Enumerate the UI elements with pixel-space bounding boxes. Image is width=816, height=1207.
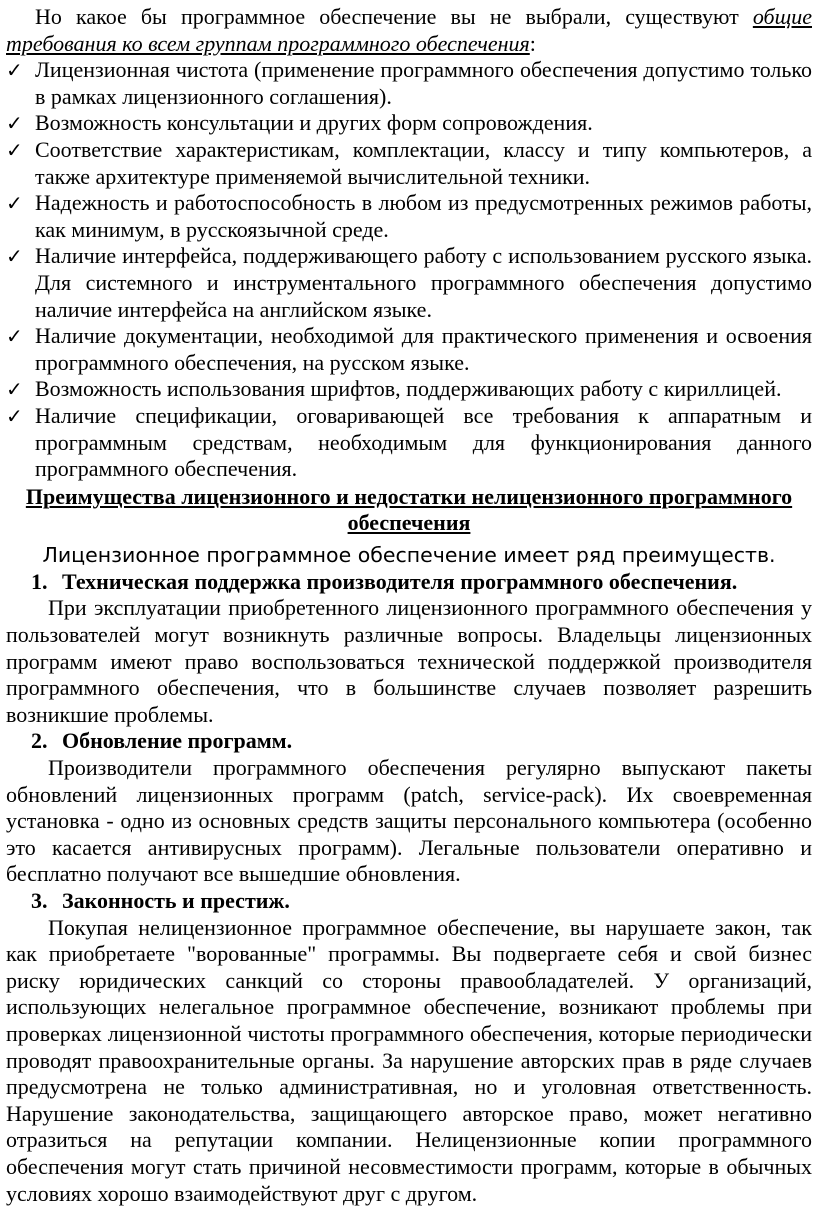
intro-paragraph xyxy=(6,0,812,57)
checkmark-icon: ✓ xyxy=(6,137,23,162)
section-title: Преимущества лицензионного и недостатки нелицензионного программного обеспечения xyxy=(25,483,793,536)
advantage-number: 1. xyxy=(31,568,48,594)
advantage-number: 2. xyxy=(31,728,48,754)
checkmark-icon: ✓ xyxy=(6,58,23,83)
list-item xyxy=(6,110,812,137)
checkmark-icon: ✓ xyxy=(6,403,23,428)
list-item xyxy=(6,57,812,110)
list-item-text: Надежность и работоспособность в любом из предусмотренных режимов работы, как минимум, в русскоязычной среде. xyxy=(35,190,812,242)
list-item-text: Наличие спецификации, оговаривающей все требования к аппаратным и программным средствам, необходимым для функционирования данного программного обеспечения. xyxy=(35,402,812,482)
list-item-text: Наличие документации, необходимой для практического применения и освоения программного обеспечения, на русском языке. xyxy=(35,323,812,375)
section-subtitle: Лицензионное программное обеспечение имеет ряд преимуществ. xyxy=(42,542,776,567)
list-item-text: Возможность использования шрифтов, поддерживающих работу с кириллицей. xyxy=(35,376,782,402)
list-item xyxy=(6,376,812,403)
advantage-heading xyxy=(6,569,812,596)
list-item xyxy=(6,243,812,323)
advantage-paragraph: При эксплуатации приобретенного лицензионного программного обеспечения у пользователей могут возникнуть различные вопросы. Владельцы лицензионных программ имеют право воспользоваться технической поддержкой производителя программного обеспечения, что в большинстве случаев позволяет разрешить возникшие проблемы. xyxy=(6,595,812,727)
advantage-number: 3. xyxy=(31,888,48,913)
advantage-title: Обновление программ. xyxy=(62,728,293,754)
checkmark-icon: ✓ xyxy=(6,377,23,402)
advantage-paragraph: Покупая нелицензионное программное обеспечение, вы нарушаете закон, так как приобретаете "ворованные" программы. Вы подвергаете себя и свой бизнес риску юридических санкций со стороны правообладателей. У организаций, использующих нелегальное программное обеспечение, возникают проблемы при проверках лицензионной чистоты программного обеспечения, которые периодически проводят правоохранительные органы. За нарушение авторских прав в ряде случаев предусмотрена не только административная, но и уголовная ответственность. Нарушение законодательства, защищающего авторское право, может негативно отразиться на репутации компании. Нелицензионные копии программного обеспечения могут стать причиной несовместимости программ, которые в обычных условиях хорошо взаимодействуют друг с другом. xyxy=(6,914,812,1206)
checkmark-icon: ✓ xyxy=(6,324,23,349)
list-item xyxy=(6,190,812,243)
list-item xyxy=(6,137,812,190)
advantage-heading xyxy=(6,888,812,915)
advantage-heading xyxy=(6,728,812,755)
checkmark-icon: ✓ xyxy=(6,244,23,269)
list-item xyxy=(6,323,812,376)
list-item-text: Возможность консультации и других форм сопровождения. xyxy=(35,110,593,136)
requirements-list xyxy=(6,57,812,483)
advantage-paragraph: Производители программного обеспечения регулярно выпускают пакеты обновлений лицензионных программ (patch, service-pack). Их своевременная установка - одно из основных средств защиты персонального компьютера (особенно это касается антивирусных программ). Легальные пользователи оперативно и бесплатно получают все вышедшие обновления. xyxy=(6,755,812,887)
advantage-title: Законность и престиж. xyxy=(62,888,290,913)
intro-text: Но какое бы программное обеспечение вы не выбрали, существуют xyxy=(35,4,753,29)
intro-tail: : xyxy=(529,30,536,56)
list-item-text: Лицензионная чистота (применение программного обеспечения допустимо только в рамках лицензионного соглашения). xyxy=(35,57,812,109)
document-page xyxy=(6,0,812,1207)
list-item-text: Соответствие характеристикам, комплектации, классу и типу компьютеров, а также архитектуре применяемой вычислительной техники. xyxy=(35,136,812,189)
list-item xyxy=(6,403,812,483)
checkmark-icon: ✓ xyxy=(6,191,23,216)
advantage-title: Техническая поддержка производителя программного обеспечения. xyxy=(62,568,738,594)
checkmark-icon: ✓ xyxy=(6,111,23,136)
intro-emphasis: общие требования ко всем группам программного обеспечения xyxy=(6,4,812,56)
list-item-text: Наличие интерфейса, поддерживающего работу с использованием русского языка. Для системного и инструментального программного обеспечения допустимо наличие интерфейса на английском языке. xyxy=(35,243,812,322)
